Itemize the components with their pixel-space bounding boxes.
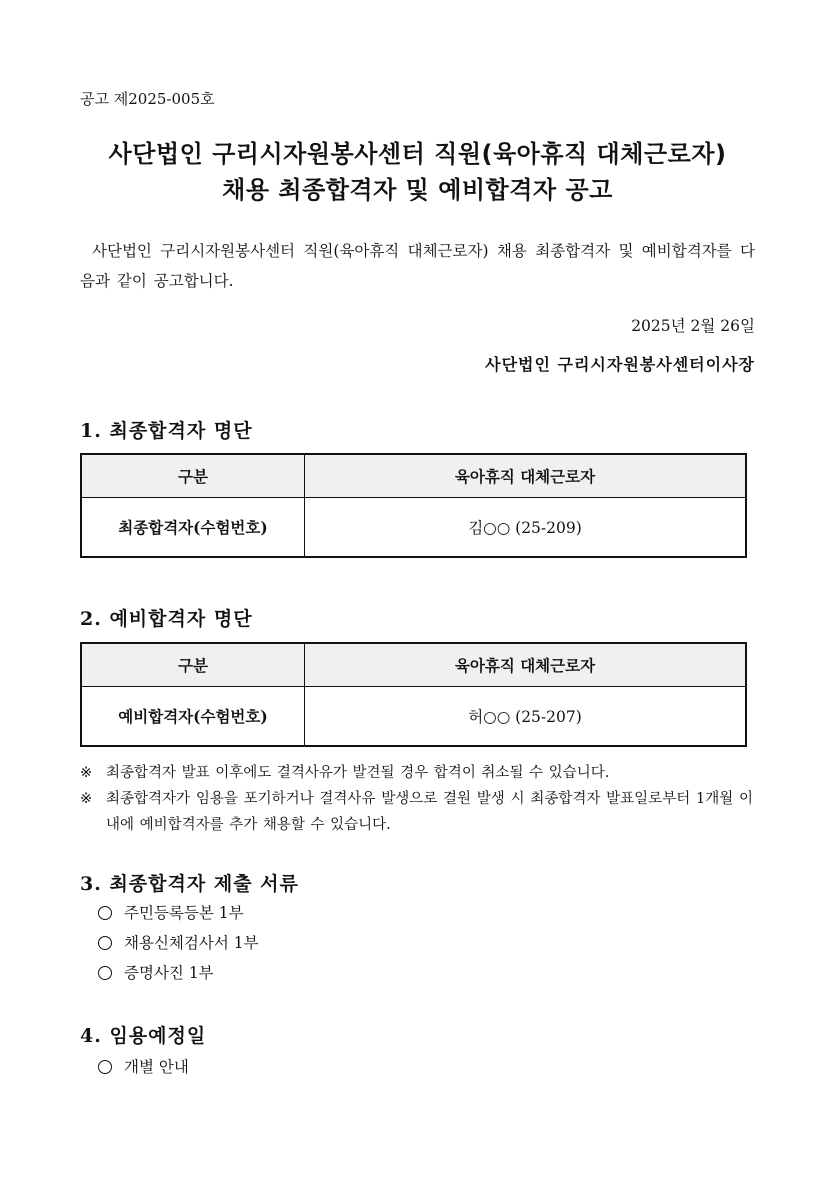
list-item-text: 주민등록등본 1부 xyxy=(124,904,244,922)
table-row xyxy=(81,498,746,558)
note-item xyxy=(80,786,753,838)
section-2-heading: 2. 예비합격자 명단 xyxy=(80,608,253,630)
circle-bullet-icon xyxy=(98,966,112,980)
table-cell-value: 허○○ (25-207) xyxy=(305,687,747,747)
announcement-date: 2025년 2월 26일 xyxy=(631,317,755,335)
list-item xyxy=(98,928,259,958)
notes xyxy=(80,760,753,838)
table-cell-value: 김○○ (25-209) xyxy=(305,498,747,558)
table-header-row xyxy=(81,454,746,498)
circle-bullet-icon xyxy=(98,906,112,920)
table-row xyxy=(81,687,746,747)
note-text: 최종합격자 발표 이후에도 결격사유가 발견될 경우 합격이 취소될 수 있습니다. xyxy=(106,765,610,781)
list-item-text: 증명사진 1부 xyxy=(124,964,214,982)
required-documents-list xyxy=(98,898,259,988)
table-cell-label: 최종합격자(수험번호) xyxy=(81,498,305,558)
reserve-passer-table xyxy=(80,642,747,747)
organization-signature: 사단법인 구리시자원봉사센터이사장 xyxy=(485,355,755,374)
section-3-heading: 3. 최종합격자 제출 서류 xyxy=(80,873,299,895)
title-line-1: 사단법인 구리시자원봉사센터 직원(육아휴직 대체근로자) xyxy=(108,140,727,168)
table-header-category: 구분 xyxy=(81,454,305,498)
table-header-category: 구분 xyxy=(81,643,305,687)
note-text: 최종합격자가 임용을 포기하거나 결격사유 발생으로 결원 발생 시 최종합격자 발표일로부터 1개월 이내에 예비합격자를 추가 채용할 수 있습니다. xyxy=(106,791,753,833)
list-item xyxy=(98,898,259,928)
final-passer-table xyxy=(80,453,747,558)
table-cell-label: 예비합격자(수험번호) xyxy=(81,687,305,747)
document-title xyxy=(40,136,795,208)
list-item xyxy=(98,1052,189,1082)
section-1-heading: 1. 최종합격자 명단 xyxy=(80,420,253,442)
note-mark: ※ xyxy=(80,791,93,807)
table-header-position: 육아휴직 대체근로자 xyxy=(305,643,747,687)
note-mark: ※ xyxy=(80,765,93,781)
appointment-date-list xyxy=(98,1052,189,1082)
list-item-text: 채용신체검사서 1부 xyxy=(124,934,259,952)
table-header-position: 육아휴직 대체근로자 xyxy=(305,454,747,498)
circle-bullet-icon xyxy=(98,936,112,950)
intro-paragraph: 사단법인 구리시자원봉사센터 직원(육아휴직 대체근로자) 채용 최종합격자 및 예비합격자를 다음과 같이 공고합니다. xyxy=(80,242,755,290)
list-item xyxy=(98,958,259,988)
notice-number: 공고 제2025-005호 xyxy=(80,90,215,108)
note-item xyxy=(80,760,753,786)
section-4-heading: 4. 임용예정일 xyxy=(80,1025,207,1047)
title-line-2: 채용 최종합격자 및 예비합격자 공고 xyxy=(222,176,613,204)
table-header-row xyxy=(81,643,746,687)
list-item-text: 개별 안내 xyxy=(124,1058,189,1076)
circle-bullet-icon xyxy=(98,1060,112,1074)
